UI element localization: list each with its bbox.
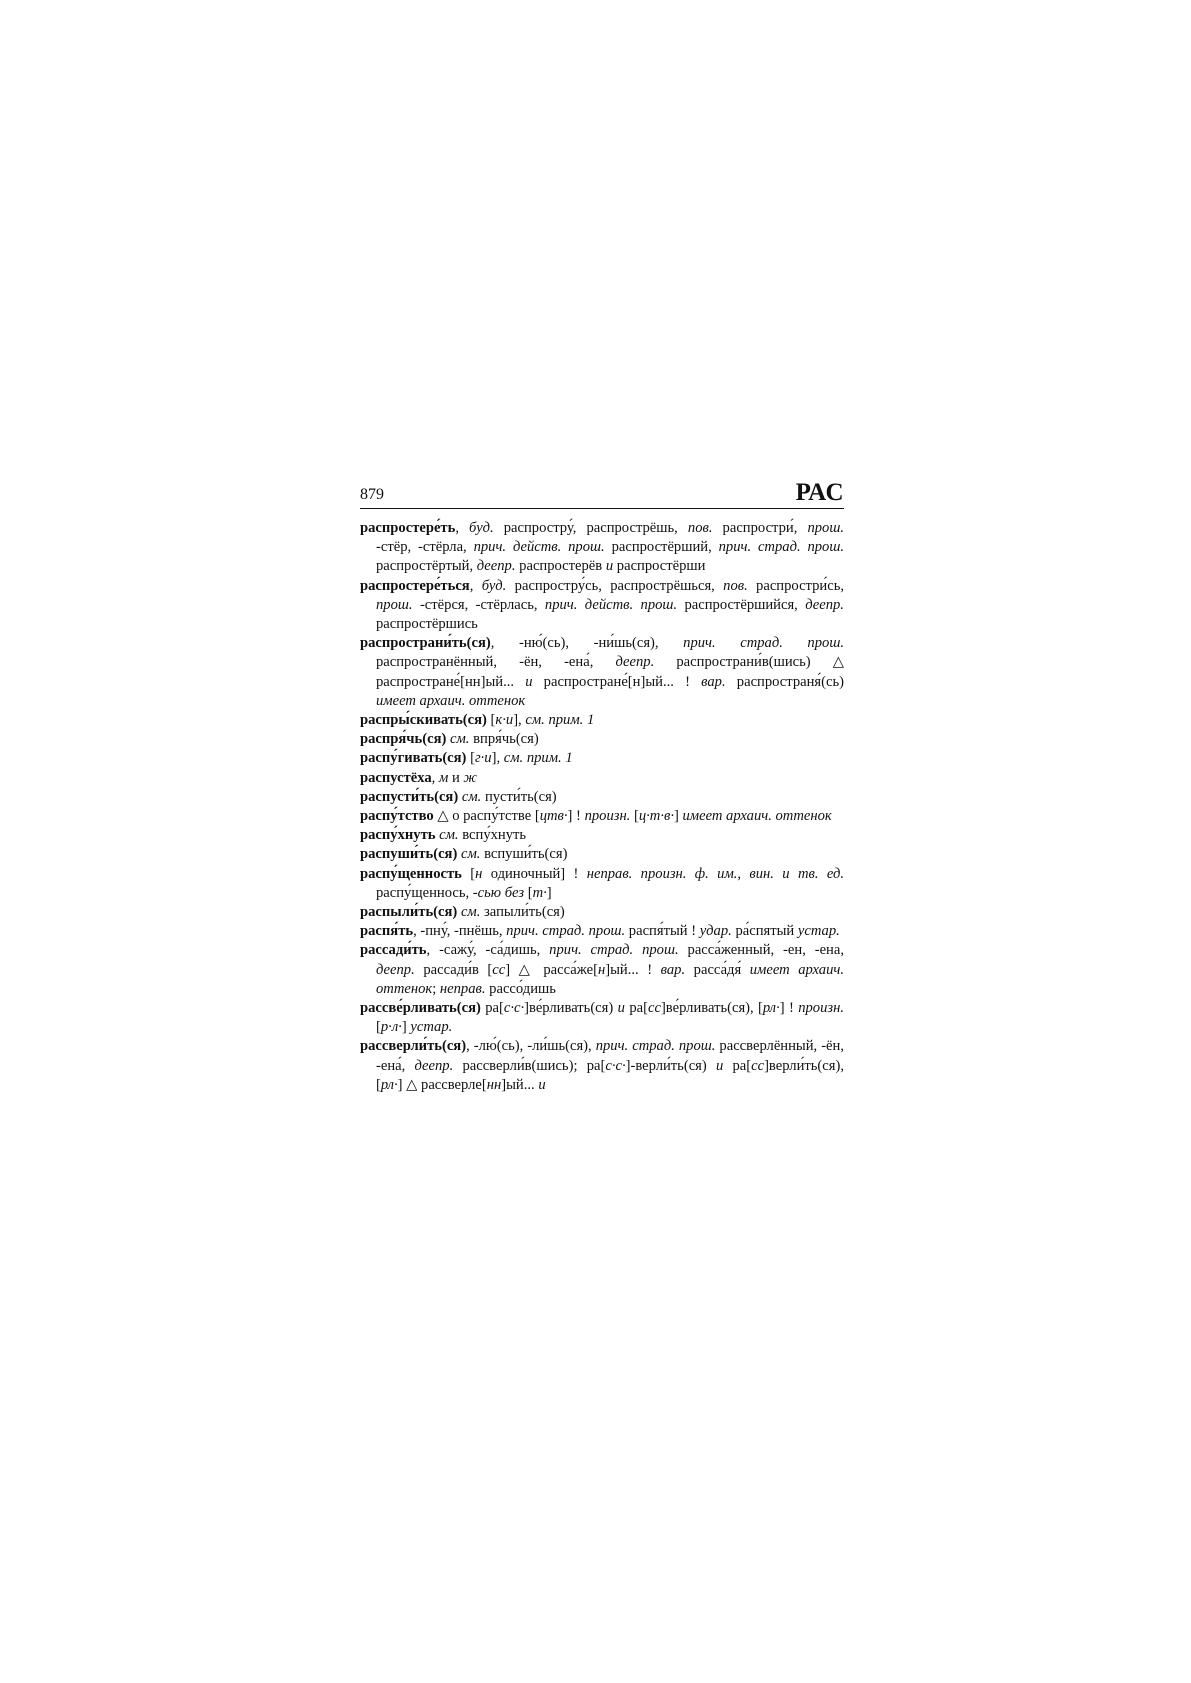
entry-label: т· — [532, 884, 547, 901]
entry-text: вспуши́ть(ся) — [480, 846, 568, 863]
entry-label: с·с· — [605, 1057, 626, 1074]
entry-text: ра[ — [723, 1057, 752, 1074]
dictionary-entry — [360, 826, 844, 845]
entry-text: -стёрся, -стёрлась, — [412, 596, 545, 613]
entry-text: ра[ — [480, 1000, 504, 1017]
entry-label: с·с· — [503, 1000, 525, 1017]
entry-headword: рассади́ть — [360, 942, 427, 959]
entry-label: имеет архаич. оттенок — [376, 961, 845, 997]
entry-text: ] ! — [779, 1000, 799, 1017]
entry-label: и — [715, 1057, 724, 1074]
entry-text: распростри́, — [712, 520, 808, 536]
entry-text: пусти́ть(ся) — [481, 788, 557, 805]
entry-text: ], — [491, 750, 504, 767]
entry-text: распространя́(сь) — [725, 673, 844, 690]
entry-headword: распростере́ться — [360, 577, 470, 594]
entry-label: сс — [647, 1000, 661, 1017]
entry-text: распростёрший, — [604, 539, 719, 556]
entry-text: [ — [376, 1019, 381, 1036]
dictionary-page — [360, 478, 844, 1095]
entry-text: распростру́, распрострёшь, — [493, 520, 688, 536]
entry-label: пов. — [723, 577, 748, 594]
entry-label: м — [438, 769, 449, 786]
entry-label: прош. — [807, 520, 844, 536]
entry-label: к·и — [495, 712, 514, 729]
entry-label: нн — [486, 1076, 502, 1093]
dictionary-entry — [360, 577, 844, 635]
entry-label: ж — [463, 769, 477, 786]
entry-text: распу́щеннось, — [376, 884, 473, 901]
entry-text: распространи́в(шись) △ распростране́[нн]ый... — [376, 654, 844, 690]
entry-text: ]ый... — [501, 1076, 539, 1093]
entry-label: прич. страд. прош. — [718, 539, 845, 556]
entry-text: △ о распу́тстве [ — [433, 808, 540, 825]
entry-label: деепр. — [615, 654, 655, 671]
entry-label: сс — [492, 961, 506, 978]
entry-text: расса́дя́ — [685, 961, 750, 978]
entry-label: -сью без — [472, 884, 525, 901]
entry-headword: распры́скивать(ся) — [360, 712, 487, 729]
entry-text: распростране́[н]ый... ! — [532, 673, 702, 690]
entry-headword: рассверли́ть(ся) — [360, 1038, 467, 1055]
entry-label: сс — [751, 1057, 765, 1074]
entry-label: буд. — [481, 577, 507, 594]
dictionary-entry — [360, 903, 844, 922]
entry-label: деепр. — [376, 961, 415, 978]
entry-label: прич. страд. прош. — [683, 635, 844, 652]
entry-label: деепр. — [414, 1057, 454, 1074]
entry-text: , -лю́(сь), -ли́шь(ся), — [466, 1038, 596, 1055]
entry-label: прич. страд. прош. — [595, 1038, 716, 1055]
running-head: РАС — [795, 479, 844, 506]
dictionary-entry — [360, 730, 844, 749]
dictionary-entry — [360, 941, 844, 999]
entry-text: ] — [546, 884, 552, 901]
entry-headword: распыли́ть(ся) — [360, 904, 458, 921]
entry-text: ] — [401, 1019, 411, 1036]
entry-text: распростёршись — [376, 616, 478, 633]
entry-label: устар. — [797, 923, 840, 940]
entry-label: и — [605, 558, 614, 575]
entry-label: вар. — [660, 961, 686, 978]
entry-text: [ — [486, 712, 496, 729]
entry-label: цтв· — [539, 808, 568, 825]
entry-label: произн. — [584, 808, 631, 825]
entry-headword: рассве́рливать(ся) — [360, 1000, 481, 1017]
entry-text: , — [469, 577, 482, 594]
entry-text: ]ый... ! — [605, 961, 661, 978]
dictionary-entry — [360, 788, 844, 807]
dictionary-entry — [360, 999, 844, 1037]
entry-label: прош. — [376, 596, 413, 613]
entry-headword: распу́гивать(ся) — [360, 750, 467, 767]
entry-headword: распу́хнуть — [360, 827, 436, 844]
dictionary-entry — [360, 845, 844, 864]
entry-label: вар. — [701, 673, 726, 690]
entry-text: ; — [432, 980, 440, 997]
entry-label: имеет архаич. оттенок — [682, 808, 832, 825]
entry-headword: распростере́ть — [360, 520, 456, 536]
entry-text: распростру́сь, распрострёшься, — [506, 577, 724, 594]
entry-text: [ — [630, 808, 639, 825]
entry-label: неправ. — [439, 980, 486, 997]
entry-label: прич. действ. прош. — [473, 539, 605, 556]
entry-text: распростерёв — [515, 558, 606, 575]
entry-label: см. — [461, 788, 482, 805]
entry-label: прич. страд. прош. — [549, 942, 679, 959]
dictionary-entry — [360, 634, 844, 711]
dictionary-entry — [360, 807, 844, 826]
entry-text: ]верли́ть(ся), [ — [376, 1057, 844, 1093]
entry-text: одиночный] ! — [482, 865, 587, 882]
dictionary-entry — [360, 519, 844, 577]
entry-text: рассо́дишь — [485, 980, 556, 997]
entry-label: удар. — [699, 923, 732, 940]
entry-text: ра[ — [624, 1000, 648, 1017]
entry-headword: распу́щенность — [360, 865, 462, 882]
entry-text: впря́чь(ся) — [469, 731, 539, 748]
entry-text: вспу́хнуть — [458, 827, 527, 844]
entry-text: рассверли́в(шись); ра[ — [453, 1057, 606, 1074]
entry-text: , — [431, 769, 439, 786]
entry-text: распространённый, -ён, -ена́, — [376, 654, 616, 671]
entry-label: рл· — [762, 1000, 780, 1017]
dictionary-entry — [360, 922, 844, 941]
entry-text: запыли́ть(ся) — [480, 904, 565, 921]
entry-text: ]ве́рливать(ся) — [524, 1000, 618, 1017]
entry-headword: распусти́ть(ся) — [360, 788, 459, 805]
entry-label: и — [617, 1000, 625, 1017]
entry-text: распростри́сь, — [747, 577, 844, 594]
entry-label: см. прим. 1 — [503, 750, 573, 767]
entry-text: ] ! — [567, 808, 585, 825]
entry-label: р·л· — [380, 1019, 402, 1036]
entry-label: деепр. — [476, 558, 516, 575]
entry-label: рл· — [380, 1076, 398, 1093]
entry-label: прич. страд. прош. — [506, 923, 626, 940]
entry-headword: распу́тство — [360, 808, 434, 825]
entry-text: расса́женный, -ен, -ена, — [678, 942, 844, 959]
entry-text: распростёрши — [613, 558, 706, 575]
entry-label: см. — [439, 827, 459, 844]
entry-label: см. — [450, 731, 470, 748]
entry-label: см. прим. 1 — [525, 712, 595, 729]
entry-label: г·и — [474, 750, 492, 767]
entry-text: ]ве́рливать(ся), [ — [660, 1000, 763, 1017]
entry-label: см. — [460, 846, 481, 863]
entry-text: ], — [513, 712, 526, 729]
entry-label: устар. — [410, 1019, 453, 1036]
entry-label: буд. — [469, 520, 494, 536]
entry-label: пов. — [687, 520, 713, 536]
entry-text: ] △ расса́же[ — [505, 961, 598, 978]
entry-label: произн. — [798, 1000, 844, 1017]
entry-headword: распря́чь(ся) — [360, 731, 447, 748]
entry-text: -стёр, -стёрла, — [376, 539, 474, 556]
entry-text: ] — [673, 808, 683, 825]
dictionary-entry — [360, 1037, 844, 1095]
entry-text: ] △ рассверле[ — [397, 1076, 487, 1093]
entry-label: см. — [460, 904, 481, 921]
entry-text: [ — [466, 750, 475, 767]
page-number: 879 — [360, 486, 384, 503]
entry-text: , -сажу́, -са́дишь, — [426, 942, 550, 959]
entry-text: , — [455, 520, 470, 536]
entry-label: прич. действ. прош. — [544, 596, 678, 613]
entry-text: , -ню́(сь), -ни́шь(ся), — [490, 635, 684, 652]
entry-label: и — [525, 673, 533, 690]
entry-label: н — [597, 961, 606, 978]
entry-headword: распространи́ть(ся) — [360, 635, 491, 652]
entry-list — [360, 519, 844, 1095]
entry-headword: распя́ть — [360, 923, 414, 940]
entry-text: [ — [461, 865, 476, 882]
entry-text: рассади́в [ — [414, 961, 493, 978]
entry-text: рассверлённый, -ён, -ена́, — [376, 1038, 844, 1074]
entry-label: н — [475, 865, 483, 882]
entry-headword: распуши́ть(ся) — [360, 846, 458, 863]
entry-text: [ — [524, 884, 533, 901]
entry-text: ра́спятый — [731, 923, 798, 940]
entry-label: ц·т·в· — [638, 808, 674, 825]
dictionary-entry — [360, 749, 844, 768]
dictionary-entry — [360, 711, 844, 730]
entry-label: деепр. — [805, 596, 844, 613]
entry-label: неправ. произн. ф. им., вин. и тв. ед. — [586, 865, 844, 882]
entry-label: имеет архаич. оттенок — [376, 692, 526, 709]
entry-text: , -пну́, -пнёшь, — [413, 923, 507, 940]
entry-text: ]-верли́ть(ся) — [625, 1057, 716, 1074]
dictionary-entry — [360, 865, 844, 903]
page-header — [360, 478, 844, 509]
entry-label: и — [538, 1076, 546, 1093]
entry-text: распя́тый ! — [625, 923, 700, 940]
entry-text: распростёртый, — [376, 558, 477, 575]
entry-text: распростёршийся, — [677, 596, 806, 613]
entry-headword: распустёха — [360, 769, 432, 786]
entry-text: и — [448, 769, 464, 786]
dictionary-entry — [360, 769, 844, 788]
